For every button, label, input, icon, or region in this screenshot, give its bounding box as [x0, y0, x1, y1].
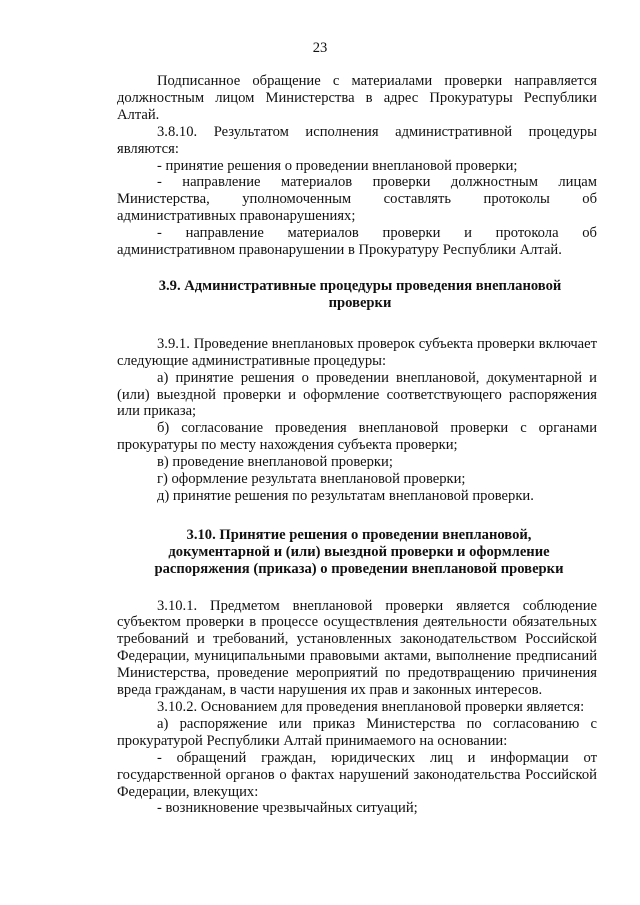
list-item: а) принятие решения о проведении внеплановой, документарной и (или) выездной проверки и оформление соответствующего распоряжения или приказа;: [117, 369, 597, 420]
paragraph: 3.8.10. Результатом исполнения административной процедуры являются:: [117, 123, 597, 157]
list-item: в) проведение внеплановой проверки;: [157, 454, 393, 471]
heading-line: документарной и (или) выездной проверки и оформление: [168, 543, 550, 560]
heading-line: 3.10. Принятие решения о проведении внеплановой,: [186, 526, 532, 543]
list-item: а) распоряжение или приказ Министерства по согласованию с прокуратурой Республики Алтай принимаемого на основании:: [117, 715, 597, 749]
list-item: г) оформление результата внеплановой проверки;: [157, 471, 466, 488]
heading-line: распоряжения (приказа) о проведении внеплановой проверки: [154, 560, 564, 577]
document-body: [117, 73, 597, 817]
heading-line: проверки: [328, 294, 392, 311]
paragraph: Подписанное обращение с материалами проверки направляется должностным лицом Министерства в адрес Прокуратуры Республики Алтай.: [117, 73, 597, 123]
list-item: - обращений граждан, юридических лиц и информации от государственной органов о фактах нарушений законодательства Российской Федерации, влекущих:: [117, 749, 597, 800]
page-number: 23: [312, 40, 328, 56]
paragraph: 3.10.1. Предметом внеплановой проверки является соблюдение субъектом проверки в процессе осуществления деятельности обязательных требований и требований, установленных законодательством Российской Федерации, муниципальными правовыми актами, выполнение предписаний Министерства, проведение мероприятий по предотвращению причинения вреда гражданам, в части нарушения их прав и законных интересов.: [117, 597, 597, 699]
list-item: б) согласование проведения внеплановой проверки с органами прокуратуры по месту нахождения субъекта проверки;: [117, 420, 597, 454]
list-item: - возникновение чрезвычайных ситуаций;: [157, 800, 418, 817]
list-item: д) принятие решения по результатам внеплановой проверки.: [157, 487, 534, 504]
paragraph: 3.10.2. Основанием для проведения внеплановой проверки является:: [157, 699, 585, 715]
section-heading-3-10: [117, 527, 597, 578]
list-item: - направление материалов проверки должностным лицам Министерства, уполномоченным составлять протоколы об административных правонарушениях;: [117, 174, 597, 225]
paragraph: 3.9.1. Проведение внеплановых проверок субъекта проверки включает следующие административные процедуры:: [117, 335, 597, 369]
list-item: - принятие решения о проведении внеплановой проверки;: [157, 157, 518, 174]
section-heading-3-9: [117, 278, 597, 312]
heading-line: 3.9. Административные процедуры проведения внеплановой: [158, 277, 562, 294]
list-item: - направление материалов проверки и протокола об административном правонарушении в Прокуратуру Республики Алтай.: [117, 225, 597, 259]
